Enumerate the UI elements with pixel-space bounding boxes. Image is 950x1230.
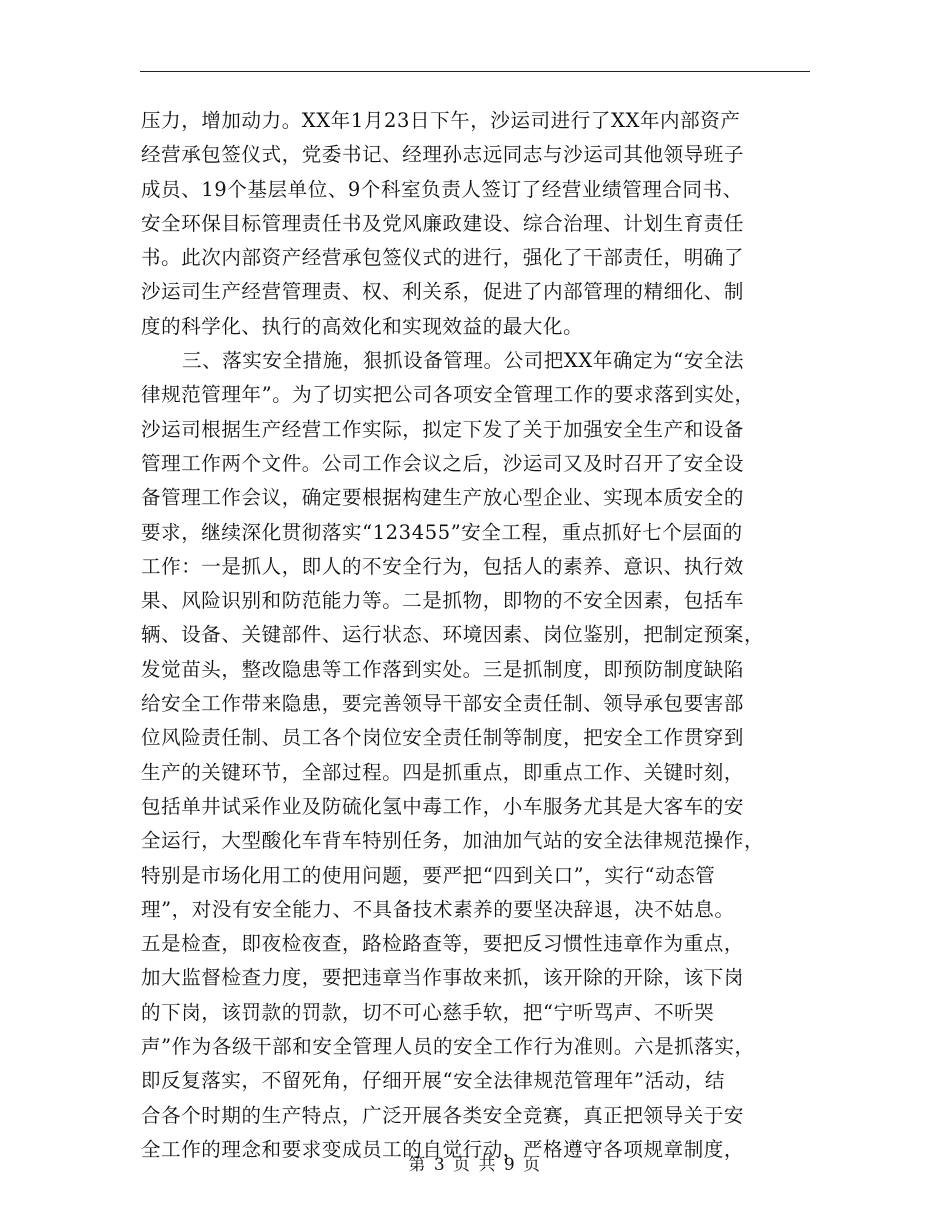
text-line: 备管理工作会议，确定要根据构建生产放心型企业、实现本质安全的 bbox=[141, 486, 745, 510]
text-line: 辆、设备、关键部件、运行状态、环境因素、岗位鉴别，把制定预案， bbox=[141, 623, 765, 647]
text-line: 理”，对没有安全能力、不具备技术素养的要坚决辞退，决不姑息。 bbox=[141, 897, 735, 921]
text-line: 果、风险识别和防范能力等。二是抓物，即物的不安全因素，包括车 bbox=[141, 589, 745, 613]
text-line: 给安全工作带来隐患，要完善领导干部安全责任制、领导承包要害部 bbox=[141, 692, 745, 716]
text-line: 全工作的理念和要求变成员工的自觉行动，严格遵守各项规章制度， bbox=[141, 1137, 745, 1161]
text-line: 工作：一是抓人，即人的不安全行为，包括人的素养、意识、执行效 bbox=[141, 554, 745, 578]
page-number: 第 3 页 共 9 页 bbox=[408, 1155, 542, 1175]
text-line: 的下岗，该罚款的罚款，切不可心慈手软，把“宁听骂声、不听哭 bbox=[141, 1000, 715, 1024]
text-line: 全运行，大型酸化车背车特别任务，加油加气站的安全法律规范操作， bbox=[141, 829, 765, 853]
document-body bbox=[141, 104, 813, 1167]
text-line: 压力，增加动力。XX年1月23日下午，沙运司进行了XX年内部资产 bbox=[141, 109, 741, 132]
text-line: 包括单井试采作业及防硫化氢中毒工作，小车服务尤其是大客车的安 bbox=[141, 794, 745, 818]
text-line: 书。此次内部资产经营承包签仪式的进行，强化了干部责任，明确了 bbox=[141, 246, 745, 270]
header-rule bbox=[140, 71, 810, 72]
text-line: 成员、19个基层单位、9个科室负责人签订了经营业绩管理合同书、 bbox=[141, 177, 743, 201]
text-line: 合各个时期的生产特点，广泛开展各类安全竞赛，真正把领导关于安 bbox=[141, 1103, 745, 1127]
text-line: 要求，继续深化贯彻落实“123455”安全工程，重点抓好七个层面的 bbox=[141, 520, 743, 544]
text-line: 沙运司生产经营管理责、权、利关系，促进了内部管理的精细化、制 bbox=[141, 280, 745, 304]
text-line: 五是检查，即夜检夜查，路检路查等，要把反习惯性违章作为重点， bbox=[141, 932, 745, 956]
text-line: 位风险责任制、员工各个岗位安全责任制等制度，把安全工作贯穿到 bbox=[141, 726, 745, 750]
text-line: 发觉苗头，整改隐患等工作落到实处。三是抓制度，即预防制度缺陷 bbox=[141, 657, 745, 681]
text-line: 安全环保目标管理责任书及党风廉政建设、综合治理、计划生育责任 bbox=[141, 211, 745, 235]
text-line: 管理工作两个文件。公司工作会议之后，沙运司又及时召开了安全设 bbox=[141, 451, 745, 475]
text-line: 特别是市场化用工的使用问题，要严把“四到关口”，实行“动态管 bbox=[141, 863, 716, 887]
text-line: 即反复落实，不留死角，仔细开展“安全法律规范管理年”活动，结 bbox=[141, 1069, 725, 1093]
text-line: 度的科学化、执行的高效化和实现效益的最大化。 bbox=[141, 314, 584, 338]
text-line: 加大监督检查力度，要把违章当作事故来抓，该开除的开除，该下岗 bbox=[141, 966, 745, 990]
paragraph-start-line: 三、落实安全措施，狠抓设备管理。公司把XX年确定为“安全法 bbox=[182, 349, 745, 373]
text-line: 生产的关键环节，全部过程。四是抓重点，即重点工作、关键时刻， bbox=[141, 760, 745, 784]
text-line: 律规范管理年”。为了切实把公司各项安全管理工作的要求落到实处， bbox=[141, 383, 755, 407]
text-line: 经营承包签仪式，党委书记、经理孙志远同志与沙运司其他领导班子 bbox=[141, 143, 745, 167]
text-line: 声”作为各级干部和安全管理人员的安全工作行为准则。六是抓落实， bbox=[141, 1035, 755, 1059]
text-line: 沙运司根据生产经营工作实际，拟定下发了关于加强安全生产和设备 bbox=[141, 417, 745, 441]
